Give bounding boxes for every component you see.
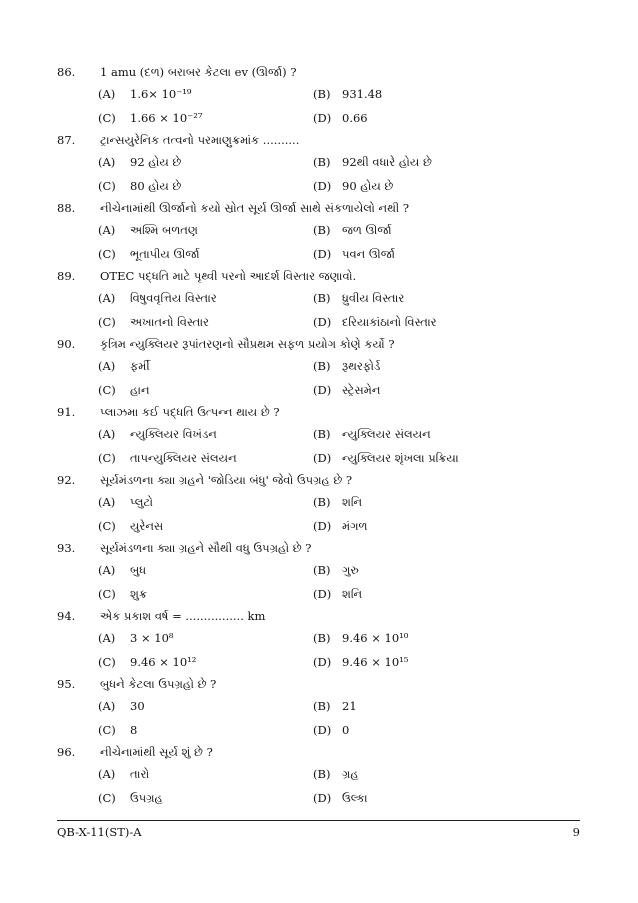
option-text-d: ન્યુક્લિયર શૃંખલા પ્રક્રિયા <box>342 451 459 465</box>
question-96 <box>0 742 638 810</box>
option-text-c: તાપન્યુક્લિયર સંલયન <box>130 451 237 465</box>
option-text-a: ન્યુક્લિયર વિખંડન <box>130 427 217 441</box>
option-text-c: અખાતનો વિસ્તાર <box>130 315 209 329</box>
option-text-c: ઉપગ્રહ <box>130 791 163 805</box>
question-number: 90. <box>57 337 76 351</box>
option-text-b: 21 <box>342 699 357 713</box>
option-text-d: 9.46 × 10¹⁵ <box>342 655 409 669</box>
option-text-d: શનિ <box>342 587 363 601</box>
option-label-a: (A) <box>98 699 116 713</box>
question-number: 89. <box>57 269 76 283</box>
option-text-a: 30 <box>130 699 145 713</box>
question-90 <box>0 334 638 402</box>
option-text-b: 9.46 × 10¹⁰ <box>342 631 409 645</box>
option-text-a: બુધ <box>130 563 147 577</box>
question-text: એક પ્રકાશ વર્ષ = ................ km <box>100 609 266 623</box>
question-number: 86. <box>57 65 76 79</box>
option-text-b: ધ્રુવીય વિસ્તાર <box>342 291 405 305</box>
question-number: 91. <box>57 405 76 419</box>
option-text-a: 3 × 10⁸ <box>130 631 174 645</box>
option-text-c: યુરેનસ <box>130 519 164 533</box>
option-label-c: (C) <box>98 723 116 737</box>
option-text-d: 0.66 <box>342 111 368 125</box>
option-label-c: (C) <box>98 179 116 193</box>
option-text-a: 1.6× 10⁻¹⁹ <box>130 87 192 101</box>
option-text-a: તારો <box>130 767 150 781</box>
page-number: 9 <box>572 825 580 839</box>
question-number: 92. <box>57 473 76 487</box>
question-94 <box>0 606 638 674</box>
option-text-d: દરિયાકાંઠાનો વિસ્તાર <box>342 315 437 329</box>
option-label-c: (C) <box>98 791 116 805</box>
option-label-c: (C) <box>98 587 116 601</box>
option-label-a: (A) <box>98 563 116 577</box>
option-label-b: (B) <box>313 155 331 169</box>
option-label-c: (C) <box>98 451 116 465</box>
option-text-b: ન્યુક્લિયર સંલયન <box>342 427 431 441</box>
option-label-d: (D) <box>313 519 332 533</box>
option-text-d: પવન ઊર્જા <box>342 247 395 261</box>
option-label-a: (A) <box>98 495 116 509</box>
option-label-b: (B) <box>313 699 331 713</box>
question-92 <box>0 470 638 538</box>
option-label-b: (B) <box>313 291 331 305</box>
option-label-b: (B) <box>313 223 331 237</box>
question-text: સૂર્યમંડળના ક્યા ગ્રહને 'જોડિયા બંધુ' જેવો ઉપગ્રહ છે ? <box>100 473 353 487</box>
question-number: 88. <box>57 201 76 215</box>
option-label-a: (A) <box>98 155 116 169</box>
option-text-a: અશ્મિ બળતણ <box>130 223 198 237</box>
option-text-b: જળ ઊર્જા <box>342 223 392 237</box>
option-text-c: 8 <box>130 723 138 737</box>
option-label-d: (D) <box>313 179 332 193</box>
question-text: 1 amu (દળ) બરાબર કેટલા ev (ઊર્જા) ? <box>100 65 297 79</box>
question-number: 96. <box>57 745 76 759</box>
option-label-a: (A) <box>98 767 116 781</box>
question-text: કૃત્રિમ ન્યુક્લિયર રૂપાંતરણનો સૌપ્રથમ સફળ પ્રયોગ કોણે કર્યો ? <box>100 337 395 351</box>
option-text-c: હાન <box>130 383 150 397</box>
question-number: 95. <box>57 677 76 691</box>
option-text-d: 0 <box>342 723 350 737</box>
option-text-d: મંગળ <box>342 519 368 533</box>
question-number: 93. <box>57 541 76 555</box>
option-text-b: રૂથરફોર્ડ <box>342 359 381 373</box>
option-label-a: (A) <box>98 291 116 305</box>
question-95 <box>0 674 638 742</box>
option-text-b: 931.48 <box>342 87 383 101</box>
option-text-a: પ્લુટો <box>130 495 154 509</box>
question-91 <box>0 402 638 470</box>
question-86 <box>0 62 638 130</box>
question-text: નીચેનામાંથી સૂર્ય શું છે ? <box>100 745 213 759</box>
option-label-d: (D) <box>313 587 332 601</box>
option-text-b: ગ્રહ <box>342 767 359 781</box>
option-label-c: (C) <box>98 655 116 669</box>
footer-divider <box>57 820 580 821</box>
option-text-c: ભૂતાપીય ઊર્જા <box>130 247 200 261</box>
option-text-c: શુક્ર <box>130 587 147 601</box>
question-93 <box>0 538 638 606</box>
option-label-b: (B) <box>313 767 331 781</box>
question-87 <box>0 130 638 198</box>
option-text-d: 90 હોય છે <box>342 179 394 193</box>
option-text-a: ફર્મી <box>130 359 150 373</box>
question-text: OTEC પદ્ધતિ માટે પૃથ્વી પરનો આદર્શ વિસ્તાર જણાવો. <box>100 269 357 283</box>
option-label-a: (A) <box>98 631 116 645</box>
option-label-d: (D) <box>313 723 332 737</box>
question-88 <box>0 198 638 266</box>
option-label-c: (C) <box>98 519 116 533</box>
option-text-c: 9.46 × 10¹² <box>130 655 197 669</box>
option-label-a: (A) <box>98 87 116 101</box>
question-text: સૂર્યમંડળના ક્યા ગ્રહને સૌથી વધુ ઉપગ્રહો છે ? <box>100 541 312 555</box>
option-text-d: સ્ટ્રેસમેન <box>342 383 381 397</box>
footer-code: QB-X-11(ST)-A <box>57 825 142 839</box>
question-text: ટ્રાન્સયુરેનિક તત્વનો પરમાણુક્રમાંક .......... <box>100 133 300 147</box>
question-text: પ્લાઝમા કઈ પદ્ધતિ ઉત્પન્ન થાય છે ? <box>100 405 280 419</box>
option-label-a: (A) <box>98 359 116 373</box>
option-label-b: (B) <box>313 427 331 441</box>
option-text-b: ગુરુ <box>342 563 359 577</box>
option-text-c: 1.66 × 10⁻²⁷ <box>130 111 203 125</box>
option-label-b: (B) <box>313 631 331 645</box>
option-label-a: (A) <box>98 427 116 441</box>
question-number: 94. <box>57 609 76 623</box>
option-label-c: (C) <box>98 111 116 125</box>
option-label-d: (D) <box>313 247 332 261</box>
option-text-b: 92થી વધારે હોય છે <box>342 155 432 169</box>
option-label-d: (D) <box>313 315 332 329</box>
option-label-d: (D) <box>313 791 332 805</box>
option-label-d: (D) <box>313 111 332 125</box>
option-label-d: (D) <box>313 383 332 397</box>
option-text-c: 80 હોય છે <box>130 179 182 193</box>
option-label-c: (C) <box>98 315 116 329</box>
option-label-b: (B) <box>313 563 331 577</box>
option-label-a: (A) <box>98 223 116 237</box>
option-label-d: (D) <box>313 655 332 669</box>
option-label-c: (C) <box>98 247 116 261</box>
option-label-b: (B) <box>313 87 331 101</box>
question-text: નીચેનામાંથી ઊર્જાનો કયો સ્રોત સૂર્ય ઊર્જા સાથે સંકળાયેલો નથી ? <box>100 201 410 215</box>
option-label-b: (B) <box>313 359 331 373</box>
option-text-a: 92 હોય છે <box>130 155 182 169</box>
option-text-d: ઉલ્કા <box>342 791 368 805</box>
option-text-b: શનિ <box>342 495 363 509</box>
option-label-d: (D) <box>313 451 332 465</box>
question-89 <box>0 266 638 334</box>
question-number: 87. <box>57 133 76 147</box>
option-label-b: (B) <box>313 495 331 509</box>
option-label-c: (C) <box>98 383 116 397</box>
option-text-a: વિષુવવૃત્તિય વિસ્તાર <box>130 291 217 305</box>
question-text: બુધને કેટલા ઉપગ્રહો છે ? <box>100 677 217 691</box>
